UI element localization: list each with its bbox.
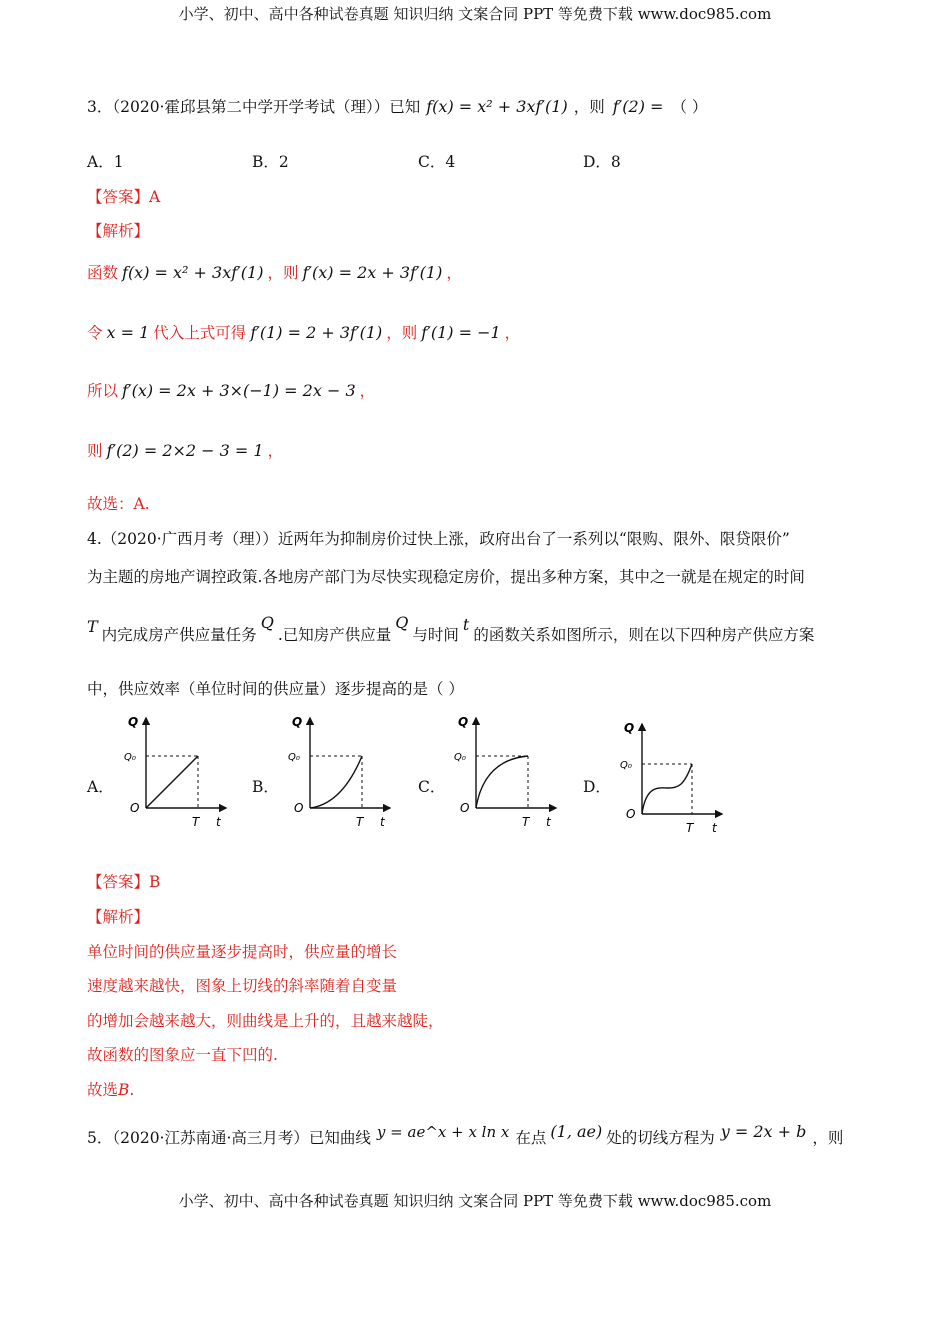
label-o: O xyxy=(294,801,304,815)
step-text: 函数 xyxy=(87,264,119,282)
curve xyxy=(642,764,692,814)
label-t: t xyxy=(546,815,551,829)
q5-math-point: (1, ae) xyxy=(550,1122,603,1141)
conclusion-text: 故选 xyxy=(87,1081,119,1099)
q4-text: 与时间 xyxy=(412,626,459,644)
label-tcap: T xyxy=(356,815,364,829)
q4-line-3 xyxy=(87,613,815,646)
q4-option-a: A． xyxy=(87,778,114,796)
label-q0: Q₀ xyxy=(454,752,466,763)
q3-formula2: f′(2) = xyxy=(612,97,664,116)
q3-answer: 【答案】A xyxy=(87,188,161,206)
q3-formula: f(x) = x² + 3xf′(1) xyxy=(426,97,568,116)
step-math: f′(1) = 2 + 3f′(1) xyxy=(250,323,383,342)
conclusion-letter: B xyxy=(118,1081,130,1099)
label-o: O xyxy=(130,801,140,815)
label-t: t xyxy=(216,815,221,829)
q4-line-4: 中，供应效率（单位时间的供应量）逐步提高的是（ ） xyxy=(87,680,464,698)
q3-option-a: A．1 xyxy=(87,153,124,171)
page-footer: 小学、初中、高中各种试卷真题 知识归纳 文案合同 PPT 等免费下载 www.doc985.com xyxy=(178,1192,772,1210)
step-text: ，则 xyxy=(386,324,418,342)
label-q: Q xyxy=(624,721,635,735)
q3-blank: （ ） xyxy=(671,98,708,116)
curve xyxy=(310,756,362,808)
var-Q: Q xyxy=(395,613,409,632)
q5-math-curve: y = ae^x + x ln x xyxy=(376,1123,510,1141)
step-text: ， xyxy=(267,442,284,460)
var-T: T xyxy=(87,617,98,636)
q4-text: .已知房产供应量 xyxy=(277,626,392,644)
q3-option-d: D．8 xyxy=(583,153,621,171)
label-o: O xyxy=(626,807,636,821)
q3-step-1 xyxy=(87,262,462,284)
q3-conclusion: 故选：A. xyxy=(87,495,150,513)
q3-mid: ，则 xyxy=(573,98,605,116)
q4-analysis-2: 速度越来越快，图象上切线的斜率随着自变量 xyxy=(87,977,398,995)
label-q0: Q₀ xyxy=(620,760,632,771)
graph-b xyxy=(282,712,394,830)
q4-option-b: B． xyxy=(252,778,279,796)
q4-option-c: C． xyxy=(418,778,446,796)
curve xyxy=(146,756,198,808)
step-math: f′(1) = −1 xyxy=(421,323,501,342)
conclusion-text: . xyxy=(129,1081,135,1099)
label-tcap: T xyxy=(522,815,530,829)
page-header: 小学、初中、高中各种试卷真题 知识归纳 文案合同 PPT 等免费下载 www.doc985.com xyxy=(178,5,772,23)
q4-analysis-label: 【解析】 xyxy=(87,908,150,926)
q4-text: 内完成房产供应量任务 xyxy=(101,626,257,644)
label-t: t xyxy=(712,821,717,835)
step-text: 令 xyxy=(87,324,103,342)
q4-option-d: D． xyxy=(583,778,611,796)
step-math: f(x) = x² + 3xf′(1) xyxy=(122,263,264,282)
label-tcap: T xyxy=(686,821,694,835)
label-tcap: T xyxy=(192,815,200,829)
q3-step-4 xyxy=(87,440,283,462)
curve xyxy=(476,756,528,808)
label-q0: Q₀ xyxy=(288,752,300,763)
q3-step-3 xyxy=(87,380,375,402)
q4-answer: 【答案】B xyxy=(87,873,161,891)
q4-analysis-4: 故函数的图象应一直下凹的. xyxy=(87,1046,278,1064)
q4-analysis-1: 单位时间的供应量逐步提高时，供应量的增长 xyxy=(87,943,398,961)
q3-step-2 xyxy=(87,322,520,344)
graph-c xyxy=(448,712,560,830)
graph-d xyxy=(614,718,726,836)
q3-analysis-label: 【解析】 xyxy=(87,222,150,240)
var-t: t xyxy=(462,615,470,634)
q5-text: ，则 xyxy=(812,1129,844,1147)
step-math: f′(2) = 2×2 − 3 = 1 xyxy=(106,441,264,460)
label-q: Q xyxy=(128,715,139,729)
q4-text: 的函数关系如图所示，则在以下四种房产供应方案 xyxy=(473,626,815,644)
q4-line-2: 为主题的房地产调控政策.各地房产部门为尽快实现稳定房价，提出多种方案，其中之一就是在规定的时间 xyxy=(87,568,805,586)
q5-stem xyxy=(87,1122,844,1149)
step-text: ， xyxy=(504,324,521,342)
q3-option-b: B．2 xyxy=(252,153,289,171)
q5-text: 5．（2020·江苏南通·高三月考）已知曲线 xyxy=(87,1129,371,1147)
q4-conclusion xyxy=(87,1079,134,1101)
step-text: ， xyxy=(446,264,462,282)
q5-text: 在点 xyxy=(515,1129,547,1147)
q3-prefix: 3．（2020·霍邱县第二中学开学考试（理））已知 xyxy=(87,98,421,116)
q4-analysis-3: 的增加会越来越大，则曲线是上升的，且越来越陡， xyxy=(87,1012,444,1030)
q4-line-1: 4.（2020·广西月考（理））近两年为抑制房价过快上涨，政府出台了一系列以“限购、限外、限贷限价” xyxy=(87,530,790,548)
step-text: ， xyxy=(359,382,376,400)
q5-math-tangent: y = 2x + b xyxy=(720,1122,807,1141)
step-text: 所以 xyxy=(87,382,119,400)
step-text: ，则 xyxy=(267,264,299,282)
q3-stem xyxy=(87,96,707,118)
q3-option-c: C．4 xyxy=(418,153,456,171)
step-math: f′(x) = 2x + 3×(−1) = 2x − 3 xyxy=(122,381,356,400)
step-math: x = 1 xyxy=(106,323,150,342)
step-text: 代入上式可得 xyxy=(153,324,247,342)
label-q0: Q₀ xyxy=(124,752,136,763)
label-t: t xyxy=(380,815,385,829)
label-o: O xyxy=(460,801,470,815)
var-Q: Q xyxy=(260,613,274,632)
q5-text: 处的切线方程为 xyxy=(606,1129,715,1147)
step-math: f′(x) = 2x + 3f′(1) xyxy=(302,263,443,282)
step-text: 则 xyxy=(87,442,103,460)
label-q: Q xyxy=(292,715,303,729)
label-q: Q xyxy=(458,715,469,729)
graph-a xyxy=(118,712,230,830)
